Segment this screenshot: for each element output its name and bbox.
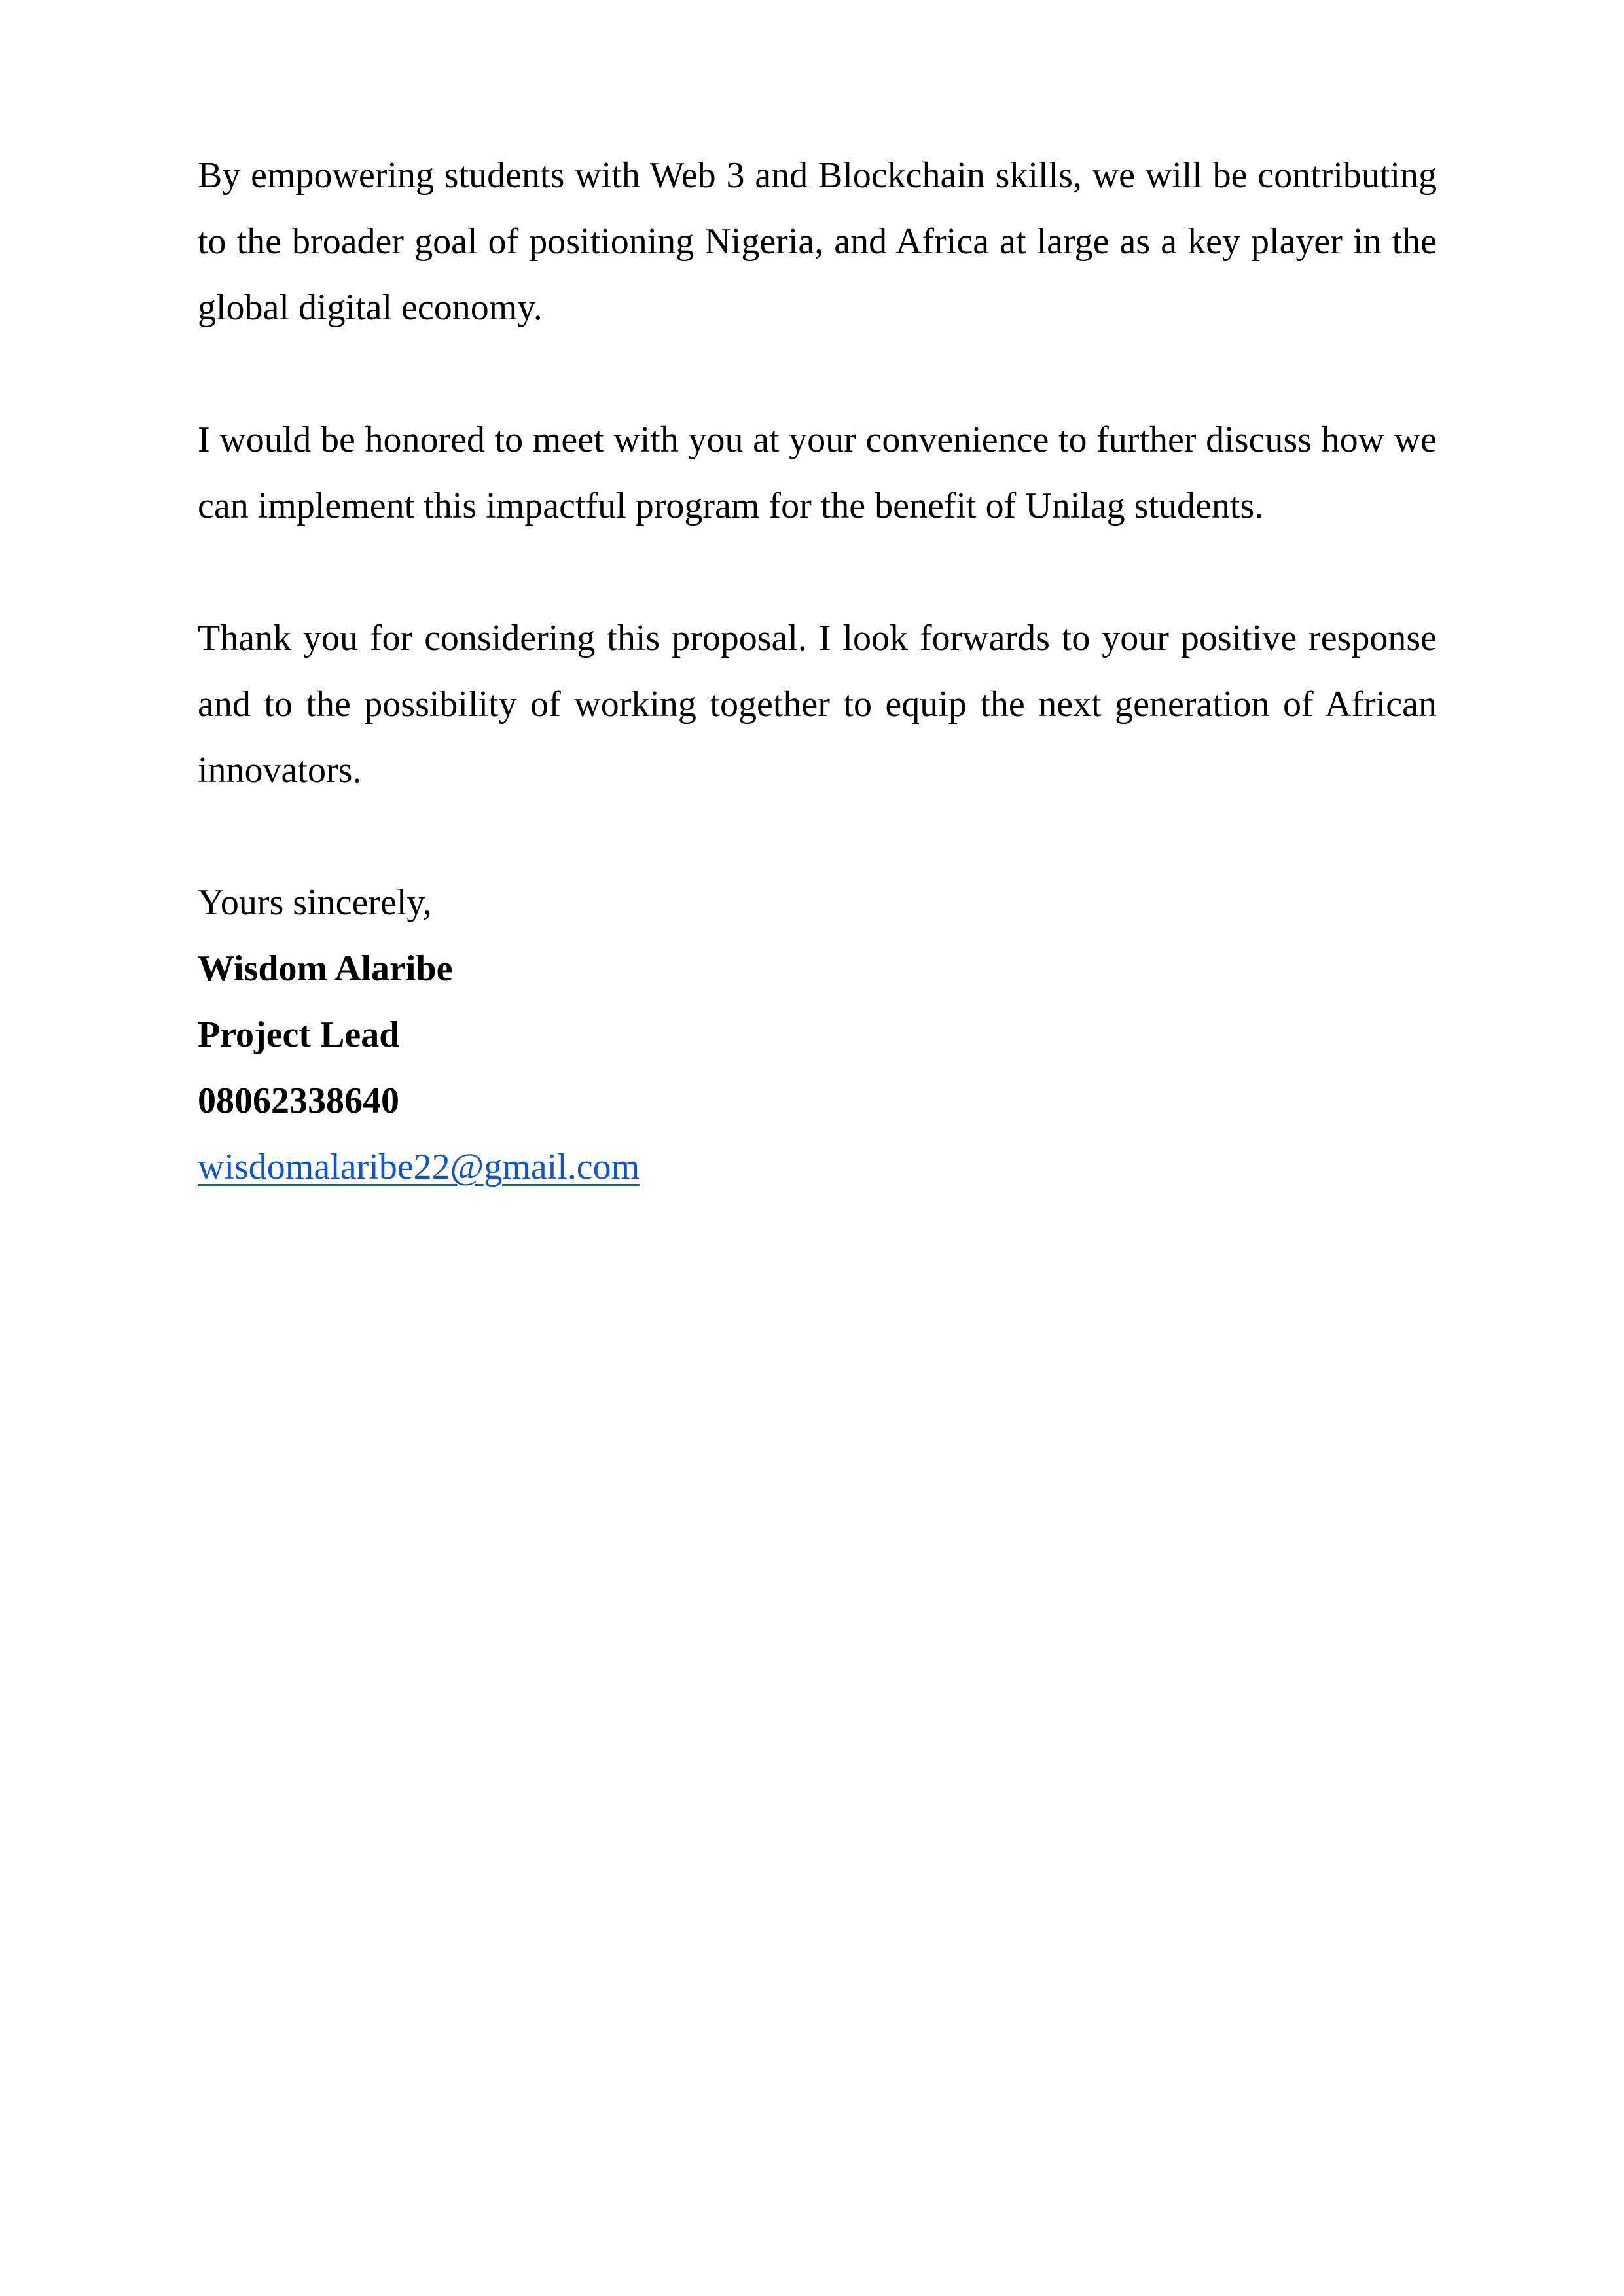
- signatory-title: Project Lead: [198, 1014, 400, 1055]
- paragraph-thank-you: Thank you for considering this proposal. I look forwards to your positive response and to the possibility of working together to equip the next generation of African innovators.: [198, 618, 1437, 791]
- signatory-email-link[interactable]: wisdomalaribe22@gmail.com: [198, 1147, 640, 1187]
- signatory-phone: 08062338640: [198, 1081, 399, 1121]
- paragraph-meeting-request: I would be honored to meet with you at your convenience to further discuss how we can implement this impactful program for the benefit of Unilag students.: [198, 420, 1437, 526]
- signature-block: [198, 870, 1437, 1200]
- signatory-name: Wisdom Alaribe: [198, 948, 453, 989]
- letter-body: [198, 143, 1437, 1200]
- closing-salutation: Yours sincerely,: [198, 882, 432, 923]
- paragraph-web3-impact: By empowering students with Web 3 and Blockchain skills, we will be contributing to the broader goal of positioning Nigeria, and Africa at large as a key player in the global digital economy.: [198, 155, 1437, 328]
